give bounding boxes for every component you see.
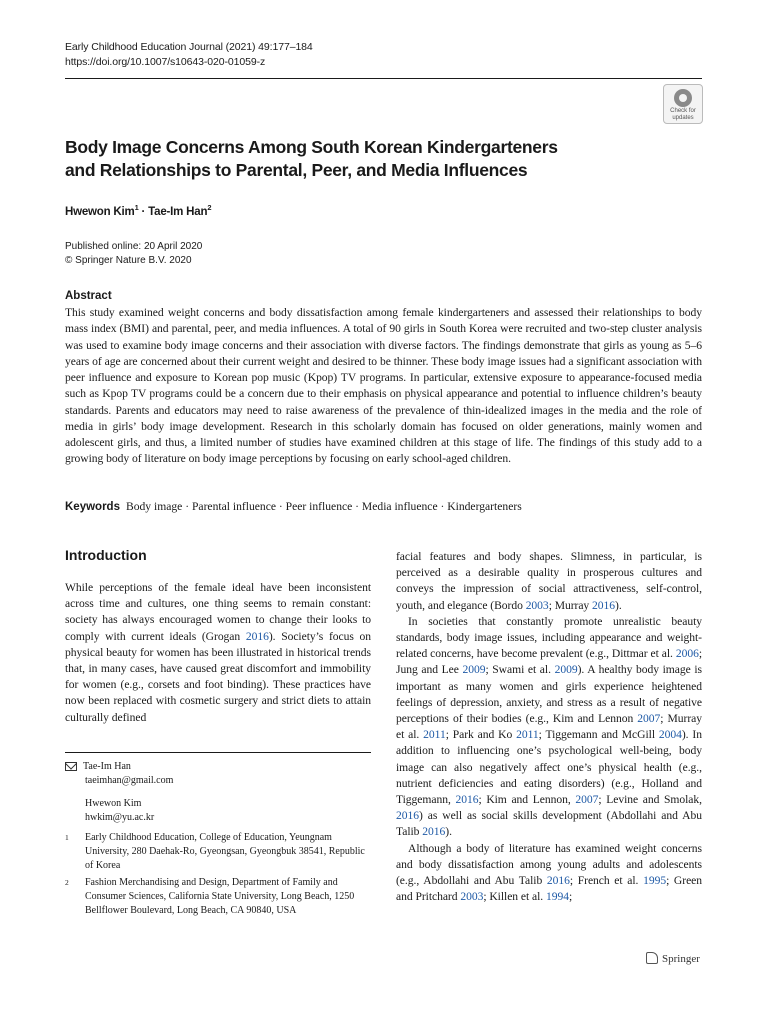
doi-link[interactable]: https://doi.org/10.1007/s10643-020-01059-z: [65, 56, 266, 68]
author-list: [65, 203, 211, 218]
citation-link[interactable]: 2016: [422, 825, 446, 839]
citation-link[interactable]: 2007: [575, 793, 599, 807]
citation-link[interactable]: 2006: [675, 647, 699, 661]
published-date: Published online: 20 April 2020: [65, 241, 203, 252]
copyright: © Springer Nature B.V. 2020: [65, 255, 192, 266]
paragraph: While perceptions of the female ideal have been inconsistent across time and cultures, one thing seems to remain constant: society has always encouraged women to change their looks to comply with current ideals (Grogan 2016). Society’s focus on physical beauty for women has been illustrated in historical trends that, in many cases, have caused great discomfort and immobility for women (e.g., corsets and foot binding). These practices have now been replaced with cosmetic surgery and strict diets to attain culturally defined: [65, 581, 371, 724]
keywords-list: Body image · Parental influence · Peer influence · Media influence · Kindergarteners: [125, 500, 522, 513]
keywords-heading: Keywords: [65, 501, 120, 513]
affiliation-text: Early Childhood Education, College of Education, Yeungnam University, 280 Daehak-Ro, Gyeongsan, Gyeongbuk 38541, Republic of Korea: [85, 832, 365, 871]
citation-link[interactable]: 2016: [546, 874, 570, 888]
citation-link[interactable]: 1994: [545, 890, 569, 904]
contact-name: Hwewon Kim: [85, 798, 142, 809]
affiliation-2: [65, 876, 365, 918]
citation-link[interactable]: 2016: [592, 598, 616, 612]
springer-horse-icon: [646, 952, 658, 964]
affiliation-number: 1: [65, 833, 69, 842]
citation-link[interactable]: 2011: [516, 728, 539, 742]
contact-name: Tae-Im Han: [83, 761, 131, 772]
affiliation-marker: 2: [207, 203, 212, 212]
citation-link[interactable]: 2004: [658, 728, 682, 742]
abstract-text: This study examined weight concerns and body dissatisfaction among female kindergarteners and assessed their relationships to body mass index (BMI) and parental, peer, and media influences. A total of 90 girls in South Korea were recruited and two-step cluster analysis was used to examine body image concerns and their association with diverse factors. The findings demonstrate that girls as young as 5–6 years of age are concerned about their current weight and desired to be thinner. These body image issues had a significant association with peer influence and exposure to Korean pop music (Kpop) TV programs. In particular, extensive exposure to appearance-focused media such as Kpop TV programs could be a concern due to their emphasis on physical appearance and potential to influence children’s beauty standards. Parents and educators may need to raise awareness of the prevalence of thin-idealized images in the media and the role of media in girls’ body image development. Research in this scholarly domain has focused on older generations, mainly women and adolescent girls, and thus, a limited number of studies have examined children at this stage of life. The findings of this study add to a growing body of literature on body image perceptions by focusing on early school-aged children.: [65, 306, 702, 466]
author-separator: ·: [138, 205, 149, 218]
citation-link[interactable]: 2011: [423, 728, 446, 742]
citation-link[interactable]: 2016: [455, 793, 479, 807]
author-name[interactable]: Tae-Im Han: [148, 205, 208, 218]
citation-link[interactable]: 2016: [245, 629, 269, 643]
contact-footnote: [65, 760, 173, 825]
check-for-updates-badge[interactable]: [663, 84, 703, 124]
contact-email[interactable]: hwkim@yu.ac.kr: [85, 812, 155, 823]
citation-link[interactable]: 2009: [554, 663, 578, 677]
journal-header: [65, 40, 313, 70]
affiliation-marker: 1: [134, 203, 139, 212]
body-column-left: [65, 580, 371, 726]
paragraph: In societies that constantly promote unrealistic beauty standards, body image issues, including appearance and weight-related concerns, have become prevalent (e.g., Dittmar et al. 2006; Jung and Lee 2009; Swami et al. 2009). A healthy body image is important as many women and girls experience heightened feelings of depression, anxiety, and stress as a result of negative perceptions of their bodies (e.g., Kim and Lennon 2007; Murray et al. 2011; Park and Ko 2011; Tiggemann and McGill 2004). In addition to influencing one’s psychological well-being, body image can also negatively affect one’s physical health (e.g., nutrient deficiencies and eating disorders) (e.g., Holland and Tiggemann, 2016; Kim and Lennon, 2007; Levine and Smolak, 2016) as well as social skills development (Abdollahi and Abu Talib 2016).: [396, 614, 703, 839]
publication-info: [65, 240, 202, 268]
publisher-name: Springer: [662, 953, 700, 965]
header-rule: [65, 78, 702, 79]
citation-link[interactable]: 2007: [637, 712, 661, 726]
citation-link[interactable]: 2016: [396, 809, 419, 823]
footnote-rule: [65, 752, 371, 753]
journal-citation: Early Childhood Education Journal (2021) 49:177–184: [65, 41, 313, 53]
citation-link[interactable]: 1995: [643, 874, 667, 888]
check-for-updates-label: Check for updates: [670, 108, 696, 121]
paper-title: Body Image Concerns Among South Korean Kindergarteners and Relationships to Parental, Peer, and Media Influences: [65, 137, 558, 180]
abstract-heading: Abstract: [65, 290, 112, 302]
citation-link[interactable]: 2009: [462, 663, 486, 677]
affiliation-text: Fashion Merchandising and Design, Department of Family and Consumer Sciences, California State University, Long Beach, 1250 Bellflower Boulevard, Long Beach, CA 90840, USA: [85, 877, 355, 916]
body-column-right: [396, 549, 702, 905]
citation-link[interactable]: 2003: [525, 598, 549, 612]
citation-link[interactable]: 2003: [460, 890, 484, 904]
paragraph: Although a body of literature has examined weight concerns and body dissatisfaction among young adults and adolescents (e.g., Abdollahi and Abu Talib 2016; French et al. 1995; Green and Pritchard 2003; Killen et al. 1994;: [396, 841, 703, 904]
keywords: [65, 500, 522, 513]
contact-email[interactable]: taeimhan@gmail.com: [85, 775, 174, 786]
affiliation-1: [65, 831, 365, 873]
section-heading-introduction: Introduction: [65, 547, 147, 563]
envelope-icon: [65, 762, 77, 771]
publisher-logo: [646, 952, 700, 965]
check-for-updates-icon: [674, 89, 692, 107]
paragraph: facial features and body shapes. Slimness, in particular, is perceived as a desirable quality in prosperous cultures and conveys the impression of social attractiveness, self-control, youth, and elegance (Bordo 2003; Murray 2016).: [396, 550, 702, 612]
affiliation-number: 2: [65, 878, 69, 887]
author-name[interactable]: Hwewon Kim: [65, 205, 135, 218]
